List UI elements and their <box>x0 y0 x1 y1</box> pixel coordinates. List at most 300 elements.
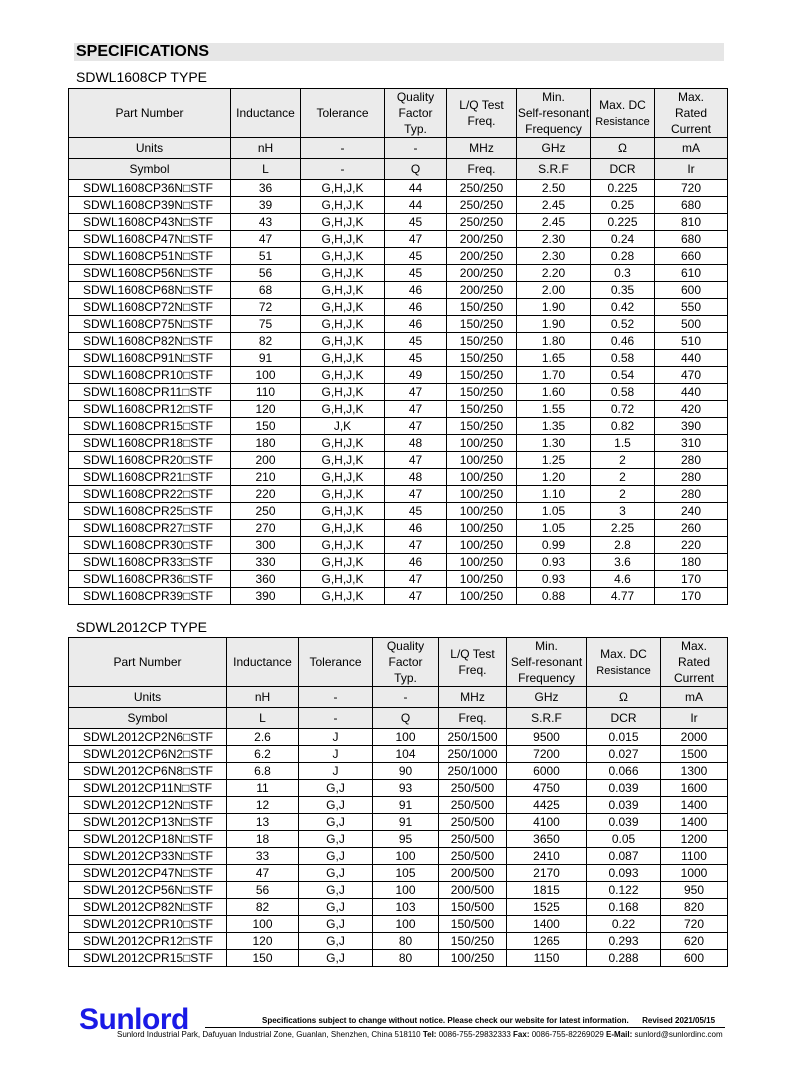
col-part-number: Part Number <box>69 89 231 138</box>
footer-fax: 0086-755-82269029 <box>531 1030 604 1039</box>
table-cell: 105 <box>373 865 439 882</box>
table-cell: 440 <box>655 384 728 401</box>
table-cell: G,H,J,K <box>301 265 385 282</box>
table-cell: 1.90 <box>517 299 591 316</box>
units-cell: - <box>299 687 373 708</box>
table-cell: 100 <box>231 367 301 384</box>
symbol-cell: Freq. <box>439 708 507 729</box>
table-cell: 0.88 <box>517 588 591 605</box>
table-cell: 47 <box>385 401 447 418</box>
table-cell: 44 <box>385 197 447 214</box>
table-cell: 33 <box>227 848 299 865</box>
symbol-cell: Q <box>373 708 439 729</box>
table-cell: G,H,J,K <box>301 367 385 384</box>
table-row <box>69 554 728 571</box>
table-cell: 4.6 <box>591 571 655 588</box>
table-cell: G,H,J,K <box>301 299 385 316</box>
table-cell: 0.05 <box>587 831 661 848</box>
table-cell: 250/1000 <box>439 763 507 780</box>
part-number-cell: SDWL1608CPR12□STF <box>69 401 231 418</box>
table-cell: G,H,J,K <box>301 554 385 571</box>
table-cell: 4750 <box>507 780 587 797</box>
table-cell: 610 <box>655 265 728 282</box>
table-cell: 170 <box>655 571 728 588</box>
units-cell: MHz <box>439 687 507 708</box>
table-cell: 390 <box>231 588 301 605</box>
table-cell: 1400 <box>661 797 728 814</box>
table-cell: 1.20 <box>517 469 591 486</box>
table-row <box>69 231 728 248</box>
table-row <box>69 571 728 588</box>
part-number-cell: SDWL1608CPR25□STF <box>69 503 231 520</box>
table-cell: 500 <box>655 316 728 333</box>
table-cell: 810 <box>655 214 728 231</box>
footer-note <box>262 1016 715 1026</box>
table-cell: G,H,J,K <box>301 486 385 503</box>
table-cell: 48 <box>385 435 447 452</box>
table-cell: 45 <box>385 350 447 367</box>
table-cell: 250/250 <box>447 214 517 231</box>
table-cell: 2.45 <box>517 197 591 214</box>
table-cell: 1150 <box>507 950 587 967</box>
table-cell: 0.46 <box>591 333 655 350</box>
table-cell: 100 <box>373 916 439 933</box>
table-row <box>69 503 728 520</box>
table-cell: 1.65 <box>517 350 591 367</box>
table-cell: 56 <box>227 882 299 899</box>
symbol-cell: DCR <box>587 708 661 729</box>
table-cell: 0.225 <box>591 214 655 231</box>
table-cell: 46 <box>385 316 447 333</box>
table-cell: 1400 <box>507 916 587 933</box>
table-cell: 0.087 <box>587 848 661 865</box>
table-row <box>69 933 728 950</box>
col-lq-test-freq: L/Q Test Freq. <box>439 638 507 687</box>
table-cell: 68 <box>231 282 301 299</box>
table-cell: G,H,J,K <box>301 180 385 197</box>
table-cell: G,H,J,K <box>301 571 385 588</box>
units-cell: nH <box>227 687 299 708</box>
table-cell: 2410 <box>507 848 587 865</box>
table-cell: 2.20 <box>517 265 591 282</box>
table-cell: G,J <box>299 882 373 899</box>
table-cell: 80 <box>373 950 439 967</box>
table-cell: 2.30 <box>517 231 591 248</box>
table-cell: 0.093 <box>587 865 661 882</box>
units-cell: GHz <box>507 687 587 708</box>
table-row <box>69 452 728 469</box>
table-cell: G,H,J,K <box>301 452 385 469</box>
table-cell: 9500 <box>507 729 587 746</box>
table-cell: 104 <box>373 746 439 763</box>
table-cell: G,H,J,K <box>301 435 385 452</box>
table-cell: 1.25 <box>517 452 591 469</box>
table-cell: 200/500 <box>439 882 507 899</box>
table-cell: 46 <box>385 520 447 537</box>
table-row <box>69 401 728 418</box>
table-cell: 43 <box>231 214 301 231</box>
table-cell: 47 <box>385 418 447 435</box>
table-cell: 1.30 <box>517 435 591 452</box>
table-cell: 100 <box>373 848 439 865</box>
part-number-cell: SDWL1608CP56N□STF <box>69 265 231 282</box>
sunlord-logo: Sunlord <box>79 1003 189 1036</box>
table-cell: 0.54 <box>591 367 655 384</box>
table-cell: 0.066 <box>587 763 661 780</box>
table-cell: 1.35 <box>517 418 591 435</box>
part-number-cell: SDWL2012CP6N8□STF <box>69 763 227 780</box>
col-inductance: Inductance <box>227 638 299 687</box>
table-cell: 250/1500 <box>439 729 507 746</box>
part-number-cell: SDWL1608CP51N□STF <box>69 248 231 265</box>
table-cell: 150/500 <box>439 916 507 933</box>
table-cell: 0.52 <box>591 316 655 333</box>
table-row <box>69 950 728 967</box>
table-cell: 48 <box>385 469 447 486</box>
col-tolerance: Tolerance <box>301 89 385 138</box>
table-cell: 72 <box>231 299 301 316</box>
table-cell: 150/250 <box>439 933 507 950</box>
table-row <box>69 299 728 316</box>
part-number-cell: SDWL1608CPR20□STF <box>69 452 231 469</box>
col-srf: Min. Self-resonant Frequency <box>507 638 587 687</box>
part-number-cell: SDWL1608CPR22□STF <box>69 486 231 503</box>
table-cell: 1.55 <box>517 401 591 418</box>
table-cell: 0.93 <box>517 554 591 571</box>
table-cell: 100/250 <box>447 588 517 605</box>
table-cell: 200/250 <box>447 231 517 248</box>
table-cell: 120 <box>227 933 299 950</box>
symbol-cell: L <box>231 159 301 180</box>
table-cell: 3650 <box>507 831 587 848</box>
table-cell: 4.77 <box>591 588 655 605</box>
table-cell: 0.58 <box>591 350 655 367</box>
table-cell: 210 <box>231 469 301 486</box>
table-cell: 2000 <box>661 729 728 746</box>
table-cell: 150/250 <box>447 299 517 316</box>
symbol-cell: S.R.F <box>507 708 587 729</box>
table-cell: 250/500 <box>439 831 507 848</box>
table-cell: 300 <box>231 537 301 554</box>
symbol-cell: Freq. <box>447 159 517 180</box>
table-cell: 100 <box>373 729 439 746</box>
footer-email-label: E-Mail: <box>606 1030 633 1039</box>
table-cell: 91 <box>373 814 439 831</box>
table1-units-row <box>69 138 728 159</box>
table-cell: 100/250 <box>447 503 517 520</box>
table-row <box>69 746 728 763</box>
table-cell: 2.6 <box>227 729 299 746</box>
table-cell: 82 <box>227 899 299 916</box>
table-cell: 44 <box>385 180 447 197</box>
col-lq-test-freq: L/Q Test Freq. <box>447 89 517 138</box>
table-cell: 0.42 <box>591 299 655 316</box>
part-number-cell: SDWL1608CP72N□STF <box>69 299 231 316</box>
table-cell: 45 <box>385 333 447 350</box>
table-cell: 200/250 <box>447 248 517 265</box>
table-cell: 0.25 <box>591 197 655 214</box>
symbol-cell: Symbol <box>69 708 227 729</box>
table-cell: 45 <box>385 248 447 265</box>
table-cell: 470 <box>655 367 728 384</box>
table-cell: 11 <box>227 780 299 797</box>
table-cell: 80 <box>373 933 439 950</box>
col-tolerance: Tolerance <box>299 638 373 687</box>
table-cell: 0.225 <box>591 180 655 197</box>
table-cell: J,K <box>301 418 385 435</box>
col-dcr: Max. DC Resistance <box>587 638 661 687</box>
footer-fax-label: Fax: <box>513 1030 530 1039</box>
table-cell: G,H,J,K <box>301 282 385 299</box>
table1-header-row <box>69 89 728 138</box>
symbol-cell: - <box>301 159 385 180</box>
part-number-cell: SDWL1608CP68N□STF <box>69 282 231 299</box>
table-cell: 6.2 <box>227 746 299 763</box>
table-cell: 820 <box>661 899 728 916</box>
table-cell: G,H,J,K <box>301 248 385 265</box>
symbol-cell: L <box>227 708 299 729</box>
part-number-cell: SDWL1608CPR21□STF <box>69 469 231 486</box>
table-cell: 600 <box>655 282 728 299</box>
table-cell: 330 <box>231 554 301 571</box>
table-cell: 150 <box>227 950 299 967</box>
table-cell: 7200 <box>507 746 587 763</box>
table-row <box>69 916 728 933</box>
specifications-header <box>74 43 724 61</box>
table-cell: G,H,J,K <box>301 197 385 214</box>
part-number-cell: SDWL2012CP12N□STF <box>69 797 227 814</box>
table-cell: 1.70 <box>517 367 591 384</box>
table-cell: 3 <box>591 503 655 520</box>
part-number-cell: SDWL1608CPR10□STF <box>69 367 231 384</box>
table-cell: G,H,J,K <box>301 231 385 248</box>
footer-address-line <box>117 1030 723 1040</box>
part-number-cell: SDWL2012CP6N2□STF <box>69 746 227 763</box>
table-cell: 51 <box>231 248 301 265</box>
table-row <box>69 814 728 831</box>
table-cell: 0.039 <box>587 814 661 831</box>
table-cell: 0.24 <box>591 231 655 248</box>
table-cell: 120 <box>231 401 301 418</box>
units-cell: - <box>301 138 385 159</box>
table-row <box>69 418 728 435</box>
units-cell: Units <box>69 138 231 159</box>
table-row <box>69 797 728 814</box>
table-row <box>69 435 728 452</box>
table-cell: G,H,J,K <box>301 333 385 350</box>
part-number-cell: SDWL1608CP36N□STF <box>69 180 231 197</box>
table-cell: G,H,J,K <box>301 520 385 537</box>
footer-address: Sunlord Industrial Park, Dafuyuan Industrial Zone, Guanlan, Shenzhen, China 518110 <box>117 1030 421 1039</box>
table-cell: 420 <box>655 401 728 418</box>
footer-revised: Revised 2021/05/15 <box>642 1016 716 1025</box>
table-cell: 250/500 <box>439 797 507 814</box>
table-cell: 310 <box>655 435 728 452</box>
part-number-cell: SDWL2012CP2N6□STF <box>69 729 227 746</box>
table-cell: 360 <box>231 571 301 588</box>
table-cell: 100/250 <box>447 452 517 469</box>
footer-email: sunlord@sunlordinc.com <box>634 1030 723 1039</box>
table-sdwl2012cp <box>68 637 728 967</box>
table-cell: 6000 <box>507 763 587 780</box>
table1-title: SDWL1608CP TYPE <box>76 69 207 85</box>
units-cell: - <box>373 687 439 708</box>
part-number-cell: SDWL2012CP13N□STF <box>69 814 227 831</box>
table-row <box>69 469 728 486</box>
table-cell: 0.039 <box>587 780 661 797</box>
table-cell: 150/250 <box>447 350 517 367</box>
table1-symbol-row <box>69 159 728 180</box>
table-cell: 620 <box>661 933 728 950</box>
units-cell: MHz <box>447 138 517 159</box>
table-cell: 280 <box>655 469 728 486</box>
table-cell: 390 <box>655 418 728 435</box>
table2-symbol-row <box>69 708 728 729</box>
table-cell: 220 <box>655 537 728 554</box>
table-cell: 100 <box>373 882 439 899</box>
part-number-cell: SDWL1608CP75N□STF <box>69 316 231 333</box>
table-cell: 45 <box>385 265 447 282</box>
table-cell: 47 <box>231 231 301 248</box>
table-cell: 0.293 <box>587 933 661 950</box>
table-cell: 1.5 <box>591 435 655 452</box>
table-cell: 0.3 <box>591 265 655 282</box>
table-cell: 150/250 <box>447 333 517 350</box>
part-number-cell: SDWL2012CP47N□STF <box>69 865 227 882</box>
table-row <box>69 350 728 367</box>
footer-tel-label: Tel: <box>422 1030 437 1039</box>
part-number-cell: SDWL1608CPR11□STF <box>69 384 231 401</box>
table-cell: 0.93 <box>517 571 591 588</box>
table-row <box>69 520 728 537</box>
table-cell: 1.10 <box>517 486 591 503</box>
table-cell: 200 <box>231 452 301 469</box>
symbol-cell: Ir <box>655 159 728 180</box>
table-cell: G,J <box>299 933 373 950</box>
table-cell: 180 <box>655 554 728 571</box>
table-cell: 1.05 <box>517 503 591 520</box>
table-cell: G,H,J,K <box>301 316 385 333</box>
part-number-cell: SDWL1608CP39N□STF <box>69 197 231 214</box>
table-cell: 680 <box>655 197 728 214</box>
table-cell: G,J <box>299 950 373 967</box>
table-cell: G,H,J,K <box>301 401 385 418</box>
table-cell: 0.28 <box>591 248 655 265</box>
table-row <box>69 282 728 299</box>
table-cell: 440 <box>655 350 728 367</box>
table-cell: 2.00 <box>517 282 591 299</box>
col-rated-current: Max. Rated Current <box>661 638 728 687</box>
table-row <box>69 486 728 503</box>
table-cell: G,J <box>299 899 373 916</box>
table-cell: 150/500 <box>439 899 507 916</box>
table-cell: 220 <box>231 486 301 503</box>
part-number-cell: SDWL1608CP82N□STF <box>69 333 231 350</box>
table-cell: G,J <box>299 780 373 797</box>
table-cell: 1300 <box>661 763 728 780</box>
table-row <box>69 333 728 350</box>
table-sdwl1608cp <box>68 88 728 605</box>
table-cell: 91 <box>231 350 301 367</box>
table-cell: 1000 <box>661 865 728 882</box>
table-cell: 0.72 <box>591 401 655 418</box>
table-row <box>69 588 728 605</box>
table-cell: 660 <box>655 248 728 265</box>
part-number-cell: SDWL2012CPR10□STF <box>69 916 227 933</box>
symbol-cell: Ir <box>661 708 728 729</box>
table-cell: 4100 <box>507 814 587 831</box>
part-number-cell: SDWL1608CPR18□STF <box>69 435 231 452</box>
part-number-cell: SDWL2012CP56N□STF <box>69 882 227 899</box>
table-cell: 0.82 <box>591 418 655 435</box>
table-cell: 1265 <box>507 933 587 950</box>
table-cell: G,J <box>299 916 373 933</box>
table-cell: 2.50 <box>517 180 591 197</box>
table-cell: 100/250 <box>447 554 517 571</box>
table-cell: 150/250 <box>447 418 517 435</box>
table-cell: 95 <box>373 831 439 848</box>
part-number-cell: SDWL1608CP43N□STF <box>69 214 231 231</box>
table-cell: 0.168 <box>587 899 661 916</box>
table-cell: 250/500 <box>439 780 507 797</box>
col-quality-factor: Quality Factor Typ. <box>385 89 447 138</box>
table-row <box>69 780 728 797</box>
table-row <box>69 248 728 265</box>
table-cell: 0.58 <box>591 384 655 401</box>
table-cell: G,H,J,K <box>301 588 385 605</box>
table-cell: 39 <box>231 197 301 214</box>
units-cell: Ω <box>587 687 661 708</box>
part-number-cell: SDWL1608CPR33□STF <box>69 554 231 571</box>
table-cell: G,J <box>299 814 373 831</box>
table-cell: 720 <box>661 916 728 933</box>
table-cell: 0.122 <box>587 882 661 899</box>
table-cell: 100/250 <box>447 469 517 486</box>
table-cell: 6.8 <box>227 763 299 780</box>
table-cell: 2 <box>591 452 655 469</box>
table-cell: G,H,J,K <box>301 384 385 401</box>
table-cell: 18 <box>227 831 299 848</box>
table-row <box>69 316 728 333</box>
table-cell: 82 <box>231 333 301 350</box>
table-cell: 950 <box>661 882 728 899</box>
table-row <box>69 882 728 899</box>
table-cell: 2.8 <box>591 537 655 554</box>
table-cell: G,J <box>299 848 373 865</box>
table-cell: 45 <box>385 503 447 520</box>
part-number-cell: SDWL2012CPR15□STF <box>69 950 227 967</box>
table-cell: 56 <box>231 265 301 282</box>
table-cell: 0.288 <box>587 950 661 967</box>
table-cell: 100/250 <box>447 537 517 554</box>
specifications-title: SPECIFICATIONS <box>76 43 210 60</box>
table-cell: 0.99 <box>517 537 591 554</box>
table-row <box>69 865 728 882</box>
symbol-cell: - <box>299 708 373 729</box>
table-cell: 240 <box>655 503 728 520</box>
table-cell: 75 <box>231 316 301 333</box>
table-cell: 1600 <box>661 780 728 797</box>
table-cell: G,J <box>299 797 373 814</box>
footer-divider <box>205 1027 725 1028</box>
table-cell: 110 <box>231 384 301 401</box>
table-row <box>69 214 728 231</box>
table-cell: 200/250 <box>447 282 517 299</box>
table-cell: 250/1000 <box>439 746 507 763</box>
table-cell: 250/250 <box>447 180 517 197</box>
units-cell: mA <box>655 138 728 159</box>
footer-tel: 0086-755-29832333 <box>438 1030 511 1039</box>
